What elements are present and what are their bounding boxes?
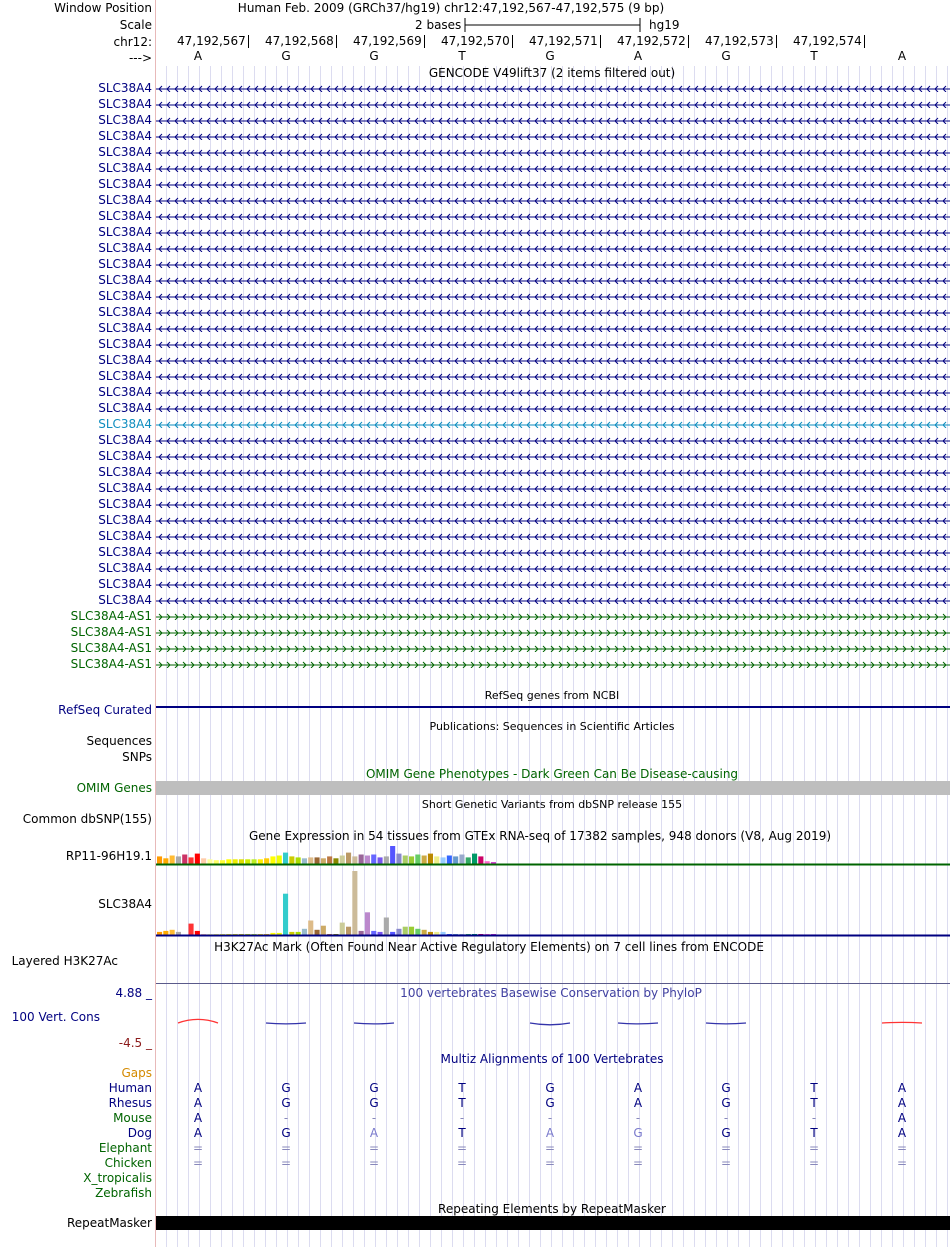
gencode-transcript-minus-strand[interactable]	[156, 325, 950, 332]
gtex-tissue-bar[interactable]	[182, 855, 187, 865]
multiz-aligned-base: =	[720, 1156, 732, 1170]
gencode-label-slc38a4[interactable]: SLC38A4	[98, 241, 152, 255]
gtex-tissue-bar[interactable]	[396, 854, 401, 864]
gencode-transcript-minus-strand[interactable]	[156, 421, 950, 428]
multiz-aligned-base: A	[193, 1081, 203, 1095]
gtex-tissue-bar[interactable]	[371, 855, 376, 865]
ruler-position-label: 47,192,572	[617, 35, 689, 48]
multiz-aligned-base: =	[192, 1141, 204, 1155]
multiz-species-label: Zebrafish	[95, 1186, 152, 1200]
phylop-score-mark[interactable]	[530, 1023, 570, 1025]
gencode-transcript-minus-strand[interactable]	[156, 597, 950, 604]
gtex-expression-chart[interactable]	[156, 842, 950, 938]
gencode-transcript-plus-strand[interactable]	[156, 645, 950, 652]
gtex-tissue-bar[interactable]	[422, 930, 427, 935]
gencode-transcript-minus-strand[interactable]	[156, 277, 950, 284]
gencode-label-slc38a4[interactable]: SLC38A4	[98, 209, 152, 223]
gtex-tissue-bar[interactable]	[396, 929, 401, 935]
gencode-label-slc38a4[interactable]: SLC38A4	[98, 289, 152, 303]
multiz-aligned-base: T	[458, 1126, 466, 1140]
common-dbsnp-label[interactable]: Common dbSNP(155)	[22, 812, 152, 826]
gencode-transcript-minus-strand[interactable]	[156, 229, 950, 236]
omim-genes-label[interactable]: OMIM Genes	[76, 781, 152, 795]
gtex-tissue-bar[interactable]	[195, 854, 200, 864]
multiz-aligned-base: -	[283, 1111, 289, 1125]
gtex-tissue-bar[interactable]	[340, 923, 345, 935]
gencode-label-slc38a4-as1[interactable]: SLC38A4-AS1	[70, 625, 152, 639]
multiz-gaps-label: Gaps	[121, 1066, 152, 1080]
gencode-label-slc38a4[interactable]: SLC38A4	[98, 593, 152, 607]
gtex-tissue-bar[interactable]	[226, 859, 231, 864]
multiz-species-label: Elephant	[98, 1141, 152, 1155]
gtex-tissue-bar[interactable]	[283, 853, 288, 864]
gencode-label-slc38a4[interactable]: SLC38A4	[98, 529, 152, 543]
gencode-transcript-plus-strand[interactable]	[156, 661, 950, 668]
multiz-aligned-base: =	[456, 1156, 468, 1170]
gtex-tissue-bar[interactable]	[157, 856, 162, 864]
multiz-aligned-base: G	[545, 1081, 555, 1095]
dbsnp-track-title: Short Genetic Variants from dbSNP release 155	[421, 798, 683, 811]
multiz-aligned-base: =	[544, 1141, 556, 1155]
gtex-track-title: Gene Expression in 54 tissues from GTEx RNA-seq of 17382 samples, 948 donors (V8, Aug 2019)	[248, 829, 832, 843]
multiz-species-label: Human	[108, 1081, 152, 1095]
base-letter: A	[193, 49, 203, 63]
multiz-aligned-base: G	[545, 1096, 555, 1110]
gtex-tissue-bar[interactable]	[315, 930, 320, 935]
multiz-aligned-base: =	[544, 1156, 556, 1170]
phylop-score-mark[interactable]	[706, 1023, 746, 1024]
phylop-score-mark[interactable]	[618, 1023, 658, 1024]
gencode-transcript-minus-strand[interactable]	[156, 437, 950, 444]
publications-snps-label[interactable]: SNPs	[122, 750, 152, 764]
gtex-tissue-bar[interactable]	[302, 929, 307, 935]
base-letter: T	[458, 49, 466, 63]
multiz-aligned-base: =	[896, 1156, 908, 1170]
refseq-curated-label[interactable]: RefSeq Curated	[58, 703, 152, 717]
base-letter: G	[369, 49, 379, 63]
multiz-aligned-base: =	[192, 1156, 204, 1170]
gtex-tissue-bar[interactable]	[327, 856, 332, 864]
repeatmasker-label[interactable]: RepeatMasker	[66, 1216, 152, 1230]
multiz-aligned-base: =	[632, 1156, 644, 1170]
gtex-tissue-bar[interactable]	[315, 857, 320, 864]
gtex-tissue-bar[interactable]	[258, 859, 263, 864]
gencode-transcript-minus-strand[interactable]	[156, 373, 950, 380]
base-letter: A	[633, 49, 643, 63]
gtex-tissue-bar[interactable]	[378, 857, 383, 864]
gencode-label-slc38a4[interactable]: SLC38A4	[98, 273, 152, 287]
gencode-transcript-minus-strand[interactable]	[156, 133, 950, 140]
multiz-aligned-base: G	[369, 1096, 379, 1110]
publications-sequences-label[interactable]: Sequences	[86, 734, 152, 748]
multiz-aligned-base: A	[897, 1096, 907, 1110]
gtex-tissue-bar[interactable]	[346, 853, 351, 864]
scale-bar	[464, 17, 642, 33]
gencode-label-slc38a4[interactable]: SLC38A4	[98, 433, 152, 447]
multiz-species-label: Chicken	[104, 1156, 152, 1170]
gencode-transcript-plus-strand[interactable]	[156, 629, 950, 636]
multiz-aligned-base: =	[456, 1141, 468, 1155]
phylop-track-title: 100 vertebrates Basewise Conservation by PhyloP	[400, 986, 702, 1000]
track-label-column	[0, 0, 155, 1247]
multiz-aligned-base: G	[721, 1081, 731, 1095]
gtex-tissue-bar[interactable]	[447, 856, 452, 865]
gtex-tissue-bar[interactable]	[371, 931, 376, 935]
multiz-aligned-base: G	[281, 1096, 291, 1110]
gtex-tissue-bar[interactable]	[409, 856, 414, 864]
base-letter: G	[281, 49, 291, 63]
gtex-tissue-bar[interactable]	[333, 858, 338, 864]
gencode-transcript-minus-strand[interactable]	[156, 549, 950, 556]
multiz-aligned-base: -	[547, 1111, 553, 1125]
gencode-label-slc38a4[interactable]: SLC38A4	[98, 145, 152, 159]
gtex-tissue-bar[interactable]	[415, 855, 420, 865]
refseq-gene-line[interactable]	[156, 706, 950, 708]
ruler-position-label: 47,192,571	[529, 35, 601, 48]
gencode-label-slc38a4[interactable]: SLC38A4	[98, 417, 152, 431]
chrom-label: chr12:	[113, 35, 152, 49]
gencode-label-slc38a4[interactable]: SLC38A4	[98, 449, 152, 463]
repeatmasker-element-bar[interactable]	[156, 1216, 950, 1230]
multiz-aligned-base: A	[193, 1126, 203, 1140]
gencode-label-slc38a4[interactable]: SLC38A4	[98, 257, 152, 271]
ruler-position-label: 47,192,567	[177, 35, 249, 48]
gtex-tissue-bar[interactable]	[428, 854, 433, 864]
refseq-track-title: RefSeq genes from NCBI	[484, 689, 620, 702]
gencode-transcript-minus-strand[interactable]	[156, 485, 950, 492]
ruler-position-label: 47,192,568	[265, 35, 337, 48]
multiz-aligned-base: A	[545, 1126, 555, 1140]
gencode-transcript-minus-strand[interactable]	[156, 501, 950, 508]
phylop-track-label[interactable]: 100 Vert. Cons	[11, 1010, 100, 1024]
gencode-transcript-minus-strand[interactable]	[156, 341, 950, 348]
ruler-position-label: 47,192,574	[793, 35, 865, 48]
multiz-aligned-base: A	[633, 1081, 643, 1095]
gencode-label-slc38a4[interactable]: SLC38A4	[98, 337, 152, 351]
gencode-label-slc38a4[interactable]: SLC38A4	[98, 401, 152, 415]
phylop-score-mark[interactable]	[178, 1019, 218, 1023]
gencode-transcript-minus-strand[interactable]	[156, 149, 950, 156]
gtex-tissue-bar[interactable]	[195, 931, 200, 935]
phylop-min-label: -4.5 _	[118, 1036, 152, 1050]
gtex-tissue-bar[interactable]	[245, 859, 250, 864]
multiz-aligned-base: =	[808, 1156, 820, 1170]
h3k27ac-track-title: H3K27Ac Mark (Often Found Near Active Regulatory Elements) on 7 cell lines from ENCODE	[214, 940, 764, 954]
multiz-aligned-base: A	[633, 1096, 643, 1110]
gtex-tissue-bar[interactable]	[472, 854, 477, 864]
gtex-tissue-bar[interactable]	[207, 859, 212, 864]
multiz-aligned-base: =	[720, 1141, 732, 1155]
multiz-aligned-base: =	[368, 1141, 380, 1155]
gencode-label-slc38a4-as1[interactable]: SLC38A4-AS1	[70, 609, 152, 623]
multiz-aligned-base: -	[811, 1111, 817, 1125]
base-letter: G	[721, 49, 731, 63]
track-area[interactable]	[156, 0, 950, 1247]
multiz-track-title: Multiz Alignments of 100 Vertebrates	[440, 1052, 664, 1066]
multiz-aligned-base: T	[458, 1081, 466, 1095]
gtex-tissue-bar[interactable]	[302, 858, 307, 864]
gtex-tissue-bar[interactable]	[321, 926, 326, 935]
phylop-score-mark[interactable]	[354, 1023, 394, 1024]
omim-track-title: OMIM Gene Phenotypes - Dark Green Can Be Disease-causing	[365, 767, 739, 781]
gtex-tissue-bar[interactable]	[359, 855, 364, 865]
gencode-label-slc38a4[interactable]: SLC38A4	[98, 497, 152, 511]
gtex-tissue-bar[interactable]	[283, 894, 288, 935]
gtex-tissue-bar[interactable]	[233, 859, 238, 864]
multiz-species-label: Mouse	[113, 1111, 152, 1125]
scale-label: Scale	[119, 18, 152, 32]
gencode-transcript-minus-strand[interactable]	[156, 117, 950, 124]
gtex-tissue-bar[interactable]	[189, 924, 194, 935]
gencode-label-slc38a4[interactable]: SLC38A4	[98, 305, 152, 319]
gtex-tissue-bar[interactable]	[170, 856, 175, 865]
gtex-tissue-bar[interactable]	[434, 856, 439, 864]
gencode-label-slc38a4[interactable]: SLC38A4	[98, 513, 152, 527]
scale-text: 2 bases	[415, 18, 462, 32]
gencode-label-slc38a4[interactable]: SLC38A4	[98, 177, 152, 191]
gtex-tissue-bar[interactable]	[296, 857, 301, 864]
gtex-tissue-bar[interactable]	[340, 856, 345, 865]
multiz-aligned-base: T	[810, 1096, 818, 1110]
omim-gene-bar[interactable]	[156, 781, 950, 795]
gtex-tissue-bar[interactable]	[478, 856, 483, 864]
strand-label: --->	[128, 51, 152, 65]
gtex-tissue-bar[interactable]	[403, 927, 408, 935]
gencode-label-slc38a4[interactable]: SLC38A4	[98, 561, 152, 575]
gencode-transcript-minus-strand[interactable]	[156, 85, 950, 92]
gtex-tissue-bar[interactable]	[352, 871, 357, 935]
gencode-transcript-minus-strand[interactable]	[156, 213, 950, 220]
multiz-aligned-base: =	[632, 1141, 644, 1155]
ruler-position-label: 47,192,573	[705, 35, 777, 48]
gtex-tissue-bar[interactable]	[422, 856, 427, 865]
gencode-label-slc38a4[interactable]: SLC38A4	[98, 465, 152, 479]
gtex-tissue-bar[interactable]	[466, 857, 471, 864]
gtex-tissue-bar[interactable]	[365, 856, 370, 865]
gencode-transcript-minus-strand[interactable]	[156, 533, 950, 540]
gtex-tissue-bar[interactable]	[365, 912, 370, 935]
gtex-tissue-bar[interactable]	[270, 856, 275, 864]
multiz-species-label: Rhesus	[108, 1096, 152, 1110]
multiz-species-label: Dog	[127, 1126, 152, 1140]
gtex-tissue-bar[interactable]	[453, 856, 458, 864]
gtex-tissue-bar[interactable]	[277, 856, 282, 865]
gencode-label-slc38a4[interactable]: SLC38A4	[98, 545, 152, 559]
gencode-transcript-minus-strand[interactable]	[156, 165, 950, 172]
phylop-score-mark[interactable]	[266, 1023, 306, 1024]
gencode-label-slc38a4[interactable]: SLC38A4	[98, 81, 152, 95]
gencode-label-slc38a4-as1[interactable]: SLC38A4-AS1	[70, 657, 152, 671]
multiz-aligned-base: =	[280, 1141, 292, 1155]
gencode-label-slc38a4[interactable]: SLC38A4	[98, 577, 152, 591]
gtex-tissue-bar[interactable]	[163, 931, 168, 935]
ruler-position-label: 47,192,570	[441, 35, 513, 48]
gencode-label-slc38a4[interactable]: SLC38A4	[98, 193, 152, 207]
multiz-aligned-base: G	[369, 1081, 379, 1095]
gtex-tissue-bar[interactable]	[220, 860, 225, 864]
gencode-label-slc38a4[interactable]: SLC38A4	[98, 161, 152, 175]
gencode-label-slc38a4[interactable]: SLC38A4	[98, 385, 152, 399]
multiz-aligned-base: A	[897, 1111, 907, 1125]
gtex-gene-label-rp11[interactable]: RP11-96H19.1	[65, 849, 152, 863]
gencode-transcript-minus-strand[interactable]	[156, 453, 950, 460]
multiz-aligned-base: T	[810, 1126, 818, 1140]
gtex-tissue-bar[interactable]	[189, 857, 194, 864]
gencode-label-slc38a4[interactable]: SLC38A4	[98, 129, 152, 143]
gtex-tissue-bar[interactable]	[201, 858, 206, 864]
multiz-aligned-base: G	[633, 1126, 643, 1140]
multiz-aligned-base: =	[808, 1141, 820, 1155]
gtex-tissue-bar[interactable]	[346, 927, 351, 935]
gtex-tissue-bar[interactable]	[359, 931, 364, 935]
gencode-transcript-minus-strand[interactable]	[156, 469, 950, 476]
gencode-transcript-minus-strand[interactable]	[156, 389, 950, 396]
gencode-transcript-minus-strand[interactable]	[156, 517, 950, 524]
multiz-aligned-base: A	[369, 1126, 379, 1140]
gencode-transcript-minus-strand[interactable]	[156, 405, 950, 412]
gencode-transcript-minus-strand[interactable]	[156, 261, 950, 268]
gencode-track-title: GENCODE V49lift37 (2 items filtered out)	[428, 66, 676, 80]
multiz-aligned-base: =	[368, 1156, 380, 1170]
multiz-aligned-base: T	[810, 1081, 818, 1095]
gtex-tissue-bar[interactable]	[459, 855, 464, 865]
multiz-aligned-base: -	[371, 1111, 377, 1125]
gtex-tissue-bar[interactable]	[163, 858, 168, 864]
gencode-transcript-minus-strand[interactable]	[156, 357, 950, 364]
h3k27ac-baseline	[156, 983, 950, 984]
gtex-tissue-bar[interactable]	[384, 856, 389, 864]
publications-track-title: Publications: Sequences in Scientific Articles	[429, 720, 675, 733]
gtex-tissue-bar[interactable]	[308, 857, 313, 864]
gencode-transcript-minus-strand[interactable]	[156, 293, 950, 300]
gtex-tissue-bar[interactable]	[409, 927, 414, 935]
multiz-species-label: X_tropicalis	[83, 1171, 152, 1185]
gtex-tissue-bar[interactable]	[289, 856, 294, 864]
window-position-label: Window Position	[54, 1, 152, 15]
gtex-tissue-bar[interactable]	[308, 921, 313, 936]
layered-h3k27ac-label[interactable]: Layered H3K27Ac	[11, 954, 118, 968]
multiz-aligned-base: G	[721, 1096, 731, 1110]
gencode-transcript-minus-strand[interactable]	[156, 101, 950, 108]
gencode-transcript-plus-strand[interactable]	[156, 613, 950, 620]
multiz-aligned-base: A	[193, 1096, 203, 1110]
gencode-label-slc38a4[interactable]: SLC38A4	[98, 481, 152, 495]
phylop-score-mark[interactable]	[882, 1022, 922, 1023]
gtex-tissue-bar[interactable]	[321, 858, 326, 864]
gtex-tissue-bar[interactable]	[384, 918, 389, 936]
multiz-aligned-base: A	[193, 1111, 203, 1125]
window-position-text: Human Feb. 2009 (GRCh37/hg19) chr12:47,192,567-47,192,575 (9 bp)	[237, 1, 665, 15]
gencode-label-slc38a4[interactable]: SLC38A4	[98, 225, 152, 239]
scale-assembly: hg19	[649, 18, 680, 32]
gencode-transcript-minus-strand[interactable]	[156, 181, 950, 188]
gencode-transcript-minus-strand[interactable]	[156, 197, 950, 204]
gtex-tissue-bar[interactable]	[441, 857, 446, 864]
gtex-tissue-bar[interactable]	[239, 859, 244, 864]
gtex-tissue-bar[interactable]	[390, 846, 395, 864]
gencode-transcript-minus-strand[interactable]	[156, 245, 950, 252]
gtex-tissue-bar[interactable]	[264, 858, 269, 864]
gencode-transcript-minus-strand[interactable]	[156, 581, 950, 588]
gtex-tissue-bar[interactable]	[403, 856, 408, 865]
gtex-tissue-bar[interactable]	[214, 860, 219, 864]
multiz-aligned-base: G	[281, 1126, 291, 1140]
gtex-tissue-bar[interactable]	[176, 856, 181, 864]
gencode-label-slc38a4[interactable]: SLC38A4	[98, 321, 152, 335]
phylop-max-label: 4.88 _	[115, 986, 152, 1000]
gtex-tissue-bar[interactable]	[415, 929, 420, 935]
gtex-tissue-bar[interactable]	[170, 930, 175, 935]
gencode-label-slc38a4[interactable]: SLC38A4	[98, 97, 152, 111]
base-letter: G	[545, 49, 555, 63]
gencode-label-slc38a4[interactable]: SLC38A4	[98, 369, 152, 383]
multiz-aligned-base: G	[281, 1081, 291, 1095]
multiz-aligned-base: A	[897, 1081, 907, 1095]
gencode-label-slc38a4-as1[interactable]: SLC38A4-AS1	[70, 641, 152, 655]
gtex-gene-label-slc38a4[interactable]: SLC38A4	[98, 897, 152, 911]
multiz-aligned-base: T	[458, 1096, 466, 1110]
repeatmasker-track-title: Repeating Elements by RepeatMasker	[438, 1202, 666, 1216]
gencode-transcript-minus-strand[interactable]	[156, 309, 950, 316]
multiz-aligned-base: -	[635, 1111, 641, 1125]
gencode-transcript-minus-strand[interactable]	[156, 565, 950, 572]
base-letter: A	[897, 49, 907, 63]
phylop-plot[interactable]	[156, 1002, 950, 1046]
base-letter: T	[810, 49, 818, 63]
gtex-tissue-bar[interactable]	[352, 856, 357, 864]
gencode-label-slc38a4[interactable]: SLC38A4	[98, 113, 152, 127]
multiz-aligned-base: =	[280, 1156, 292, 1170]
multiz-aligned-base: -	[459, 1111, 465, 1125]
multiz-aligned-base: =	[896, 1141, 908, 1155]
gtex-tissue-bar[interactable]	[252, 859, 257, 864]
multiz-aligned-base: -	[723, 1111, 729, 1125]
gencode-label-slc38a4[interactable]: SLC38A4	[98, 353, 152, 367]
multiz-aligned-base: G	[721, 1126, 731, 1140]
ruler-position-label: 47,192,569	[353, 35, 425, 48]
multiz-aligned-base: A	[897, 1126, 907, 1140]
